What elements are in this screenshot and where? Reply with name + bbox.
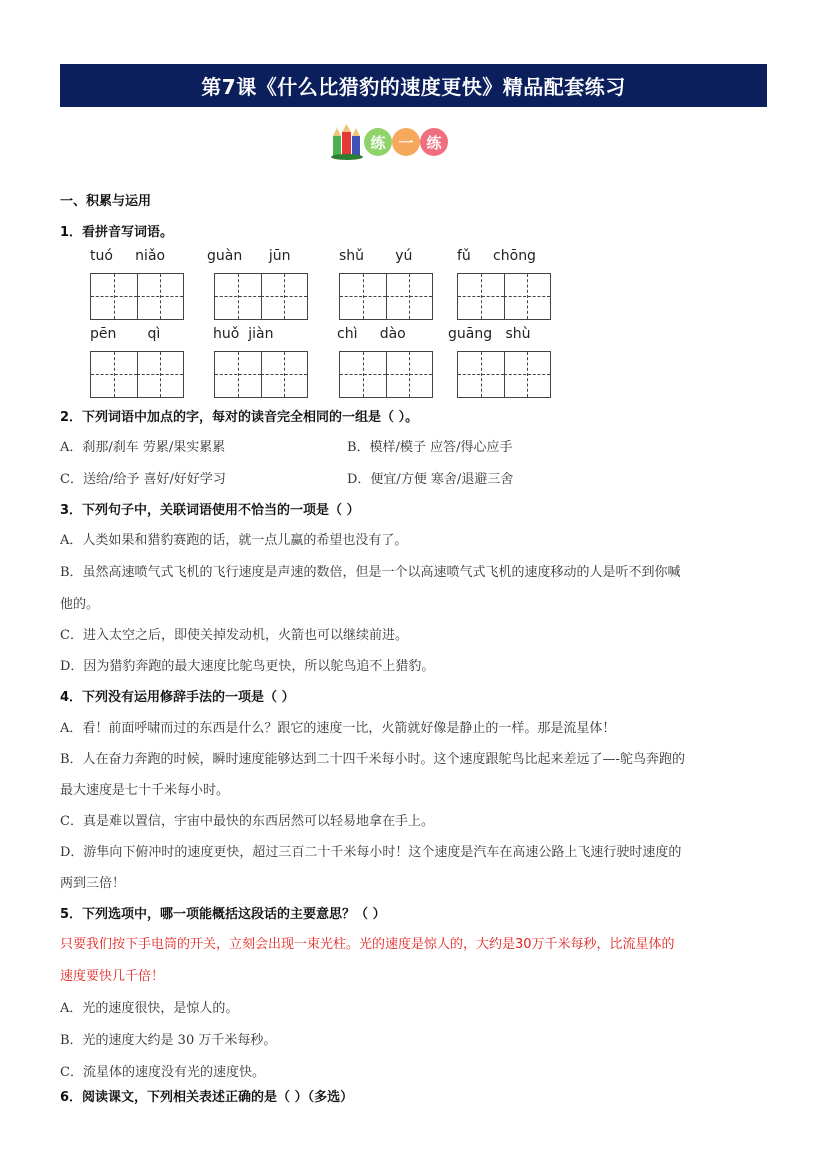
passage-line: 速度要快几千倍！ bbox=[60, 969, 165, 984]
writing-grid[interactable] bbox=[457, 351, 551, 398]
question-5-title: 5．下列选项中，哪一项能概括这段话的主要意思？（ ） bbox=[60, 907, 386, 922]
pinyin-label: huǒ jiàn bbox=[213, 326, 274, 342]
pencil-castle-icon bbox=[330, 124, 364, 160]
option-b[interactable]: B．模样/模子 应答/得心应手 bbox=[347, 440, 513, 455]
option-b[interactable]: B．人在奋力奔跑的时候，瞬时速度能够达到二十四千米每小时。这个速度跟鸵鸟比起来差远了—-鸵鸟奔跑的 bbox=[60, 752, 685, 767]
badge-char-2: 一 bbox=[392, 128, 420, 156]
pinyin-label: chì dào bbox=[337, 326, 406, 342]
question-3-title: 3．下列句子中，关联词语使用不恰当的一项是（ ） bbox=[60, 503, 360, 518]
section-heading: 一、积累与运用 bbox=[60, 194, 152, 209]
question-2-title: 2．下列词语中加点的字，每对的读音完全相同的一组是（ ）。 bbox=[60, 410, 419, 425]
writing-grid[interactable] bbox=[339, 273, 433, 320]
option-a[interactable]: A．刹那/刹车 劳累/果实累累 bbox=[60, 440, 226, 455]
option-a[interactable]: A．光的速度很快，是惊人的。 bbox=[60, 1001, 239, 1016]
pinyin-label: tuó niǎo bbox=[90, 248, 166, 264]
page-title: 第7课《什么比猎豹的速度更快》精品配套练习 bbox=[201, 75, 626, 99]
option-c[interactable]: C．进入太空之后，即使关掉发动机，火箭也可以继续前进。 bbox=[60, 628, 408, 643]
badge-char-3: 练 bbox=[420, 128, 448, 156]
pinyin-label: pēn qì bbox=[90, 326, 161, 342]
option-c[interactable]: C．流星体的速度没有光的速度快。 bbox=[60, 1065, 265, 1080]
option-a[interactable]: A．人类如果和猎豹赛跑的话，就一点儿赢的希望也没有了。 bbox=[60, 533, 408, 548]
writing-grid[interactable] bbox=[214, 351, 308, 398]
option-b-continued: 他的。 bbox=[60, 597, 100, 612]
option-c[interactable]: C．真是难以置信，宇宙中最快的东西居然可以轻易地拿在手上。 bbox=[60, 814, 434, 829]
pinyin-label: guāng shù bbox=[448, 326, 531, 342]
pinyin-label: guàn jūn bbox=[207, 248, 291, 264]
writing-grid[interactable] bbox=[90, 273, 184, 320]
question-4-title: 4．下列没有运用修辞手法的一项是（ ） bbox=[60, 690, 295, 705]
option-b[interactable]: B．虽然高速喷气式飞机的飞行速度是声速的数倍，但是一个以高速喷气式飞机的速度移动的人是听不到你喊 bbox=[60, 565, 681, 580]
writing-grid[interactable] bbox=[90, 351, 184, 398]
badge-char-1: 练 bbox=[364, 128, 392, 156]
option-c[interactable]: C．送给/给予 喜好/好好学习 bbox=[60, 472, 226, 487]
writing-grid[interactable] bbox=[339, 351, 433, 398]
title-banner bbox=[60, 64, 767, 107]
question-1-title: 1．看拼音写词语。 bbox=[60, 225, 174, 240]
question-6-title: 6．阅读课文，下列相关表述正确的是（ ）（多选） bbox=[60, 1090, 354, 1105]
option-d[interactable]: D．便宜/方便 寒舍/退避三舍 bbox=[347, 472, 514, 487]
option-d-continued: 两到三倍！ bbox=[60, 876, 126, 891]
option-b-continued: 最大速度是七十千米每小时。 bbox=[60, 783, 230, 798]
option-a[interactable]: A．看！前面呼啸而过的东西是什么？跟它的速度一比，火箭就好像是静止的一样。那是流星体！ bbox=[60, 721, 616, 736]
option-b[interactable]: B．光的速度大约是 30 万千米每秒。 bbox=[60, 1033, 277, 1048]
option-d[interactable]: D．因为猎豹奔跑的最大速度比鸵鸟更快，所以鸵鸟追不上猎豹。 bbox=[60, 659, 435, 674]
practice-badge bbox=[330, 124, 450, 160]
passage-line: 只要我们按下手电筒的开关，立刻会出现一束光柱。光的速度是惊人的，大约是30万千米每秒，比流星体的 bbox=[60, 937, 675, 952]
pinyin-label: fǔ chōng bbox=[457, 248, 536, 264]
writing-grid[interactable] bbox=[457, 273, 551, 320]
option-d[interactable]: D．游隼向下俯冲时的速度更快，超过三百二十千米每小时！这个速度是汽车在高速公路上飞速行驶时速度的 bbox=[60, 845, 682, 860]
pinyin-label: shǔ yú bbox=[339, 248, 413, 264]
writing-grid[interactable] bbox=[214, 273, 308, 320]
